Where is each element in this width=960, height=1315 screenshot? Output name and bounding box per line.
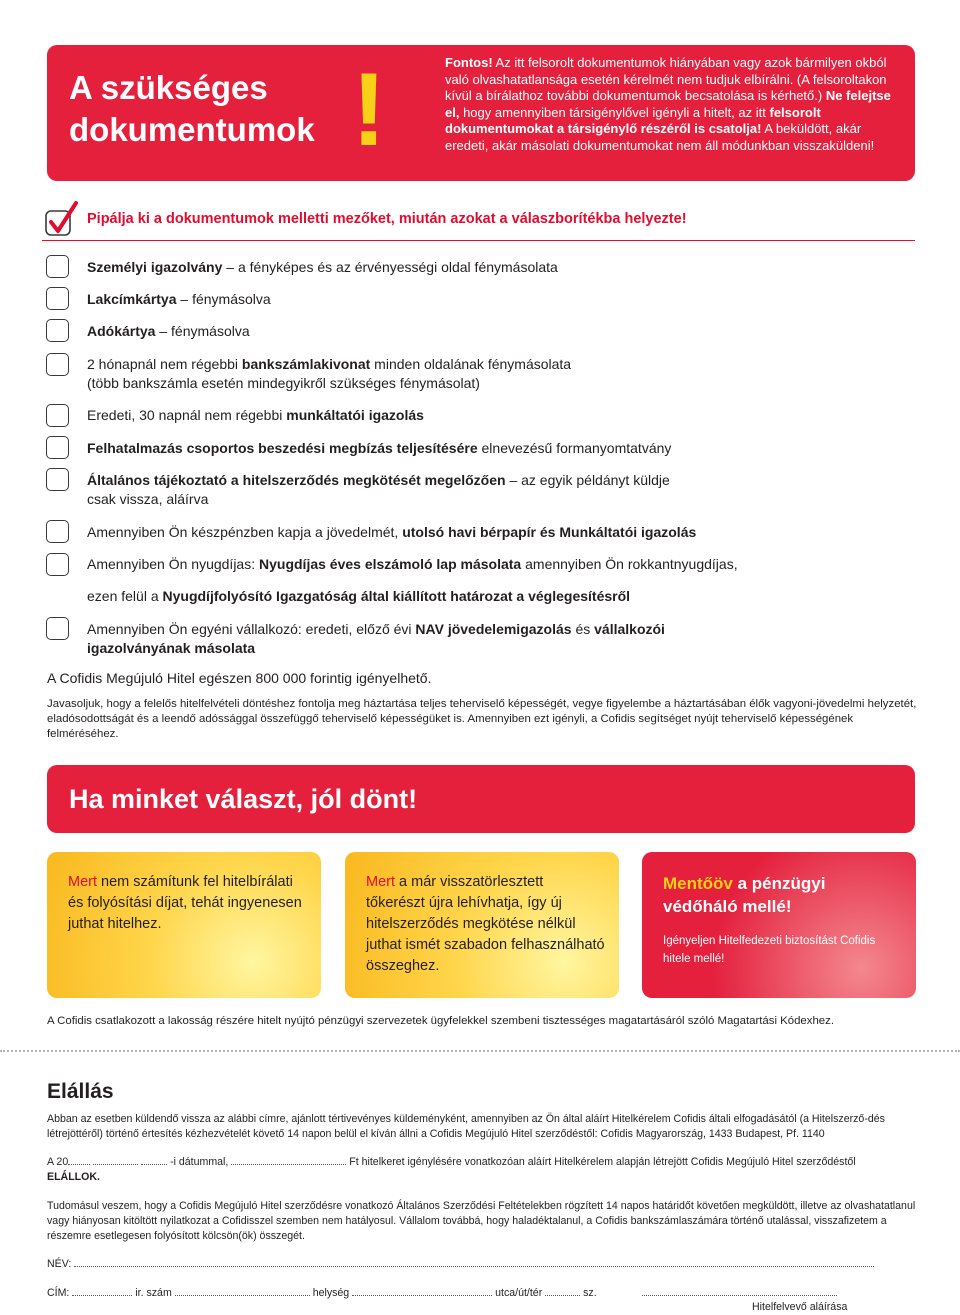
list-item: 2 hónapnál nem régebbi bankszámlakivonat minden oldalának fénymásolata (több bankszámla esetén mindegyikről szükséges fénymásolat) xyxy=(87,356,572,391)
withdrawal-title: Elállás xyxy=(47,1080,114,1103)
withdrawal-declaration: A 20 -i dátummal, Ft hitelkeret igénylésére vonatkozóan aláírt Hitelkérelem alapján létrejött Cofidis Megújuló Hitel szerződéstől ELÁLLOK. xyxy=(47,1156,856,1183)
checkbox-general-info[interactable] xyxy=(46,468,69,491)
street-field[interactable] xyxy=(352,1286,492,1296)
list-item: Adókártya – fénymásolva xyxy=(87,323,250,339)
city-field[interactable] xyxy=(175,1286,310,1296)
banner-notice-text: Fontos! Az itt felsorolt dokumentumok hiányában vagy azok bármilyen okból való olvashatatlansága esetén kérelmét nem tudjuk elbírálni. (A felsoroltakon kívül a bírálathoz további dokumentumok becsatolása is kérhető.) Ne felejtse el, hogy amennyiben társigénylővel igényli a hitelt, az itt felsorolt dokumentumokat a társigénylő részéről is csatolja! A beküldött, akár eredeti, akár másolati dokumentumokat nem áll módunkban visszaküldeni! xyxy=(445,55,891,153)
checkbox-payslip[interactable] xyxy=(46,520,69,543)
slogan-banner xyxy=(47,765,915,833)
banner-title: A szükséges dokumentumok xyxy=(69,69,315,148)
signature-field[interactable] xyxy=(642,1286,837,1296)
checkbox-direct-debit[interactable] xyxy=(46,436,69,459)
list-item: Eredeti, 30 napnál nem régebbi munkáltatói igazolás xyxy=(87,407,424,423)
checkbox-tax-card[interactable] xyxy=(46,319,69,342)
list-item: Amennyiben Ön készpénzben kapja a jövedelmét, utolsó havi bérpapír és Munkáltatói igazolás xyxy=(87,524,697,540)
list-item: Személyi igazolvány – a fényképes és az érvényességi oldal fénymásolata xyxy=(87,259,558,275)
checkbox-employer-certificate[interactable] xyxy=(46,404,69,427)
cut-line xyxy=(0,1050,960,1052)
postal-code-field[interactable] xyxy=(72,1286,132,1296)
code-of-conduct-note: A Cofidis csatlakozott a lakosság részére hitelt nyújtó pénzügyi szervezetek ügyfelekkel szembeni tisztességes magatartásáról szóló Magatartási Kódexhez. xyxy=(47,1015,834,1027)
slogan-text: Ha minket választ, jól dönt! xyxy=(69,784,418,814)
benefit-box-no-fees xyxy=(47,852,321,998)
exclamation-icon: ! xyxy=(351,52,387,168)
name-field[interactable] xyxy=(74,1257,874,1267)
important-banner xyxy=(47,45,915,181)
address-row: CÍM: ir. szám helység utca/út/tér sz. xyxy=(47,1286,917,1301)
benefit-box-redraw xyxy=(345,852,619,998)
name-row: NÉV: xyxy=(47,1257,917,1272)
checkbox-bank-statement[interactable] xyxy=(46,353,69,376)
checkmark-icon xyxy=(42,200,80,240)
list-item: ezen felül a Nyugdíjfolyósító Igazgatóság által kiállított határozat a véglegesítésről xyxy=(87,588,631,604)
acknowledgement-paragraph: Tudomásul veszem, hogy a Cofidis Megújuló Hitel szerződésre vonatkozó Általános Szerződési Feltételekben rögzített 14 napos határidőt követően megküldött, illetve az olvashatatlanul vagy hiányosan kitöltött nyilatkozat a Cofidisszel szemben nem hatályosul. Vállalom továbbá, hogy haladéktalanul, a Cofidis bankszámlaszámára történő utalással, visszafizetem a részemre esetlegesen folyósított kölcsön(ök) összegét. xyxy=(47,1200,916,1242)
checkbox-id-card[interactable] xyxy=(46,255,69,278)
insurance-title: Mentőöv a pénzügyi védőháló mellé! xyxy=(663,874,826,916)
signature-label: Hitelfelvevő aláírása xyxy=(752,1301,848,1313)
checkbox-entrepreneur[interactable] xyxy=(46,617,69,640)
list-item: Lakcímkártya – fénymásolva xyxy=(87,291,271,307)
benefit-box-insurance xyxy=(642,852,916,998)
list-item: Amennyiben Ön nyugdíjas: Nyugdíjas éves elszámoló lap másolata amennyiben Ön rokkantnyugdíjas, xyxy=(87,556,738,572)
instruction-text: Pipálja ki a dokumentumok melletti mezőket, miután azokat a válaszborítékba helyezte! xyxy=(87,211,687,227)
house-number-field[interactable] xyxy=(545,1286,580,1296)
benefit-text: Mert a már visszatörlesztett tőkerészt újra lehívhatja, így új hitelszerződés megkötése nélkül juthat ismét szabadon felhasználható összeghez. xyxy=(366,874,605,974)
year-field[interactable] xyxy=(68,1155,90,1165)
divider xyxy=(42,240,915,241)
credit-limit-summary: A Cofidis Megújuló Hitel egészen 800 000 forintig igényelhető. xyxy=(47,670,432,686)
checkbox-pension[interactable] xyxy=(46,553,69,576)
list-item: Felhatalmazás csoportos beszedési megbízás teljesítésére elnevezésű formanyomtatvány xyxy=(87,440,672,456)
day-field[interactable] xyxy=(141,1155,167,1165)
amount-field[interactable] xyxy=(231,1155,346,1165)
list-item: Általános tájékoztató a hitelszerződés megkötését megelőzően – az egyik példányt küldje csak vissza, aláírva xyxy=(87,472,670,507)
withdrawal-paragraph: Abban az esetben küldendő vissza az alábbi címre, ajánlott tértivevényes küldeményként, amennyiben az Ön által aláírt Hitelkérelem Cofidis általi elfogadásától (a Hitelszerző-dés létrejöttéről) történő értesítés kézhezvételét követő 14 napon belül el kíván állni a Cofidis Megújuló Hitel szerződéstől: Cofidis Magyarország, 1433 Budapest, Pf. 1140 xyxy=(47,1113,885,1140)
checkbox-address-card[interactable] xyxy=(46,287,69,310)
list-item: Amennyiben Ön egyéni vállalkozó: eredeti, előző évi NAV jövedelemigazolás és vállalkozói igazolványának másolata xyxy=(87,621,665,656)
benefit-text: Mert nem számítunk fel hitelbírálati és folyósítási díjat, tehát ingyenesen juthat hitelhez. xyxy=(68,874,302,932)
insurance-subtitle: Igényeljen Hitelfedezeti biztosítást Cofidis hitele mellé! xyxy=(663,935,876,965)
advice-paragraph: Javasoljuk, hogy a felelős hitelfelvételi döntéshez fontolja meg háztartása teljes teherviselő képességét, vegye figyelembe a háztartásában élők vagyoni-jövedelmi helyzetét, eladósodottságát és a leendő adóssággal összefüggő teherviselő képességüket is. Amennyiben ezt igényli, a Cofidis segítséget nyújt teherviselő képességének felméréséhez. xyxy=(47,698,917,740)
month-field[interactable] xyxy=(93,1155,138,1165)
